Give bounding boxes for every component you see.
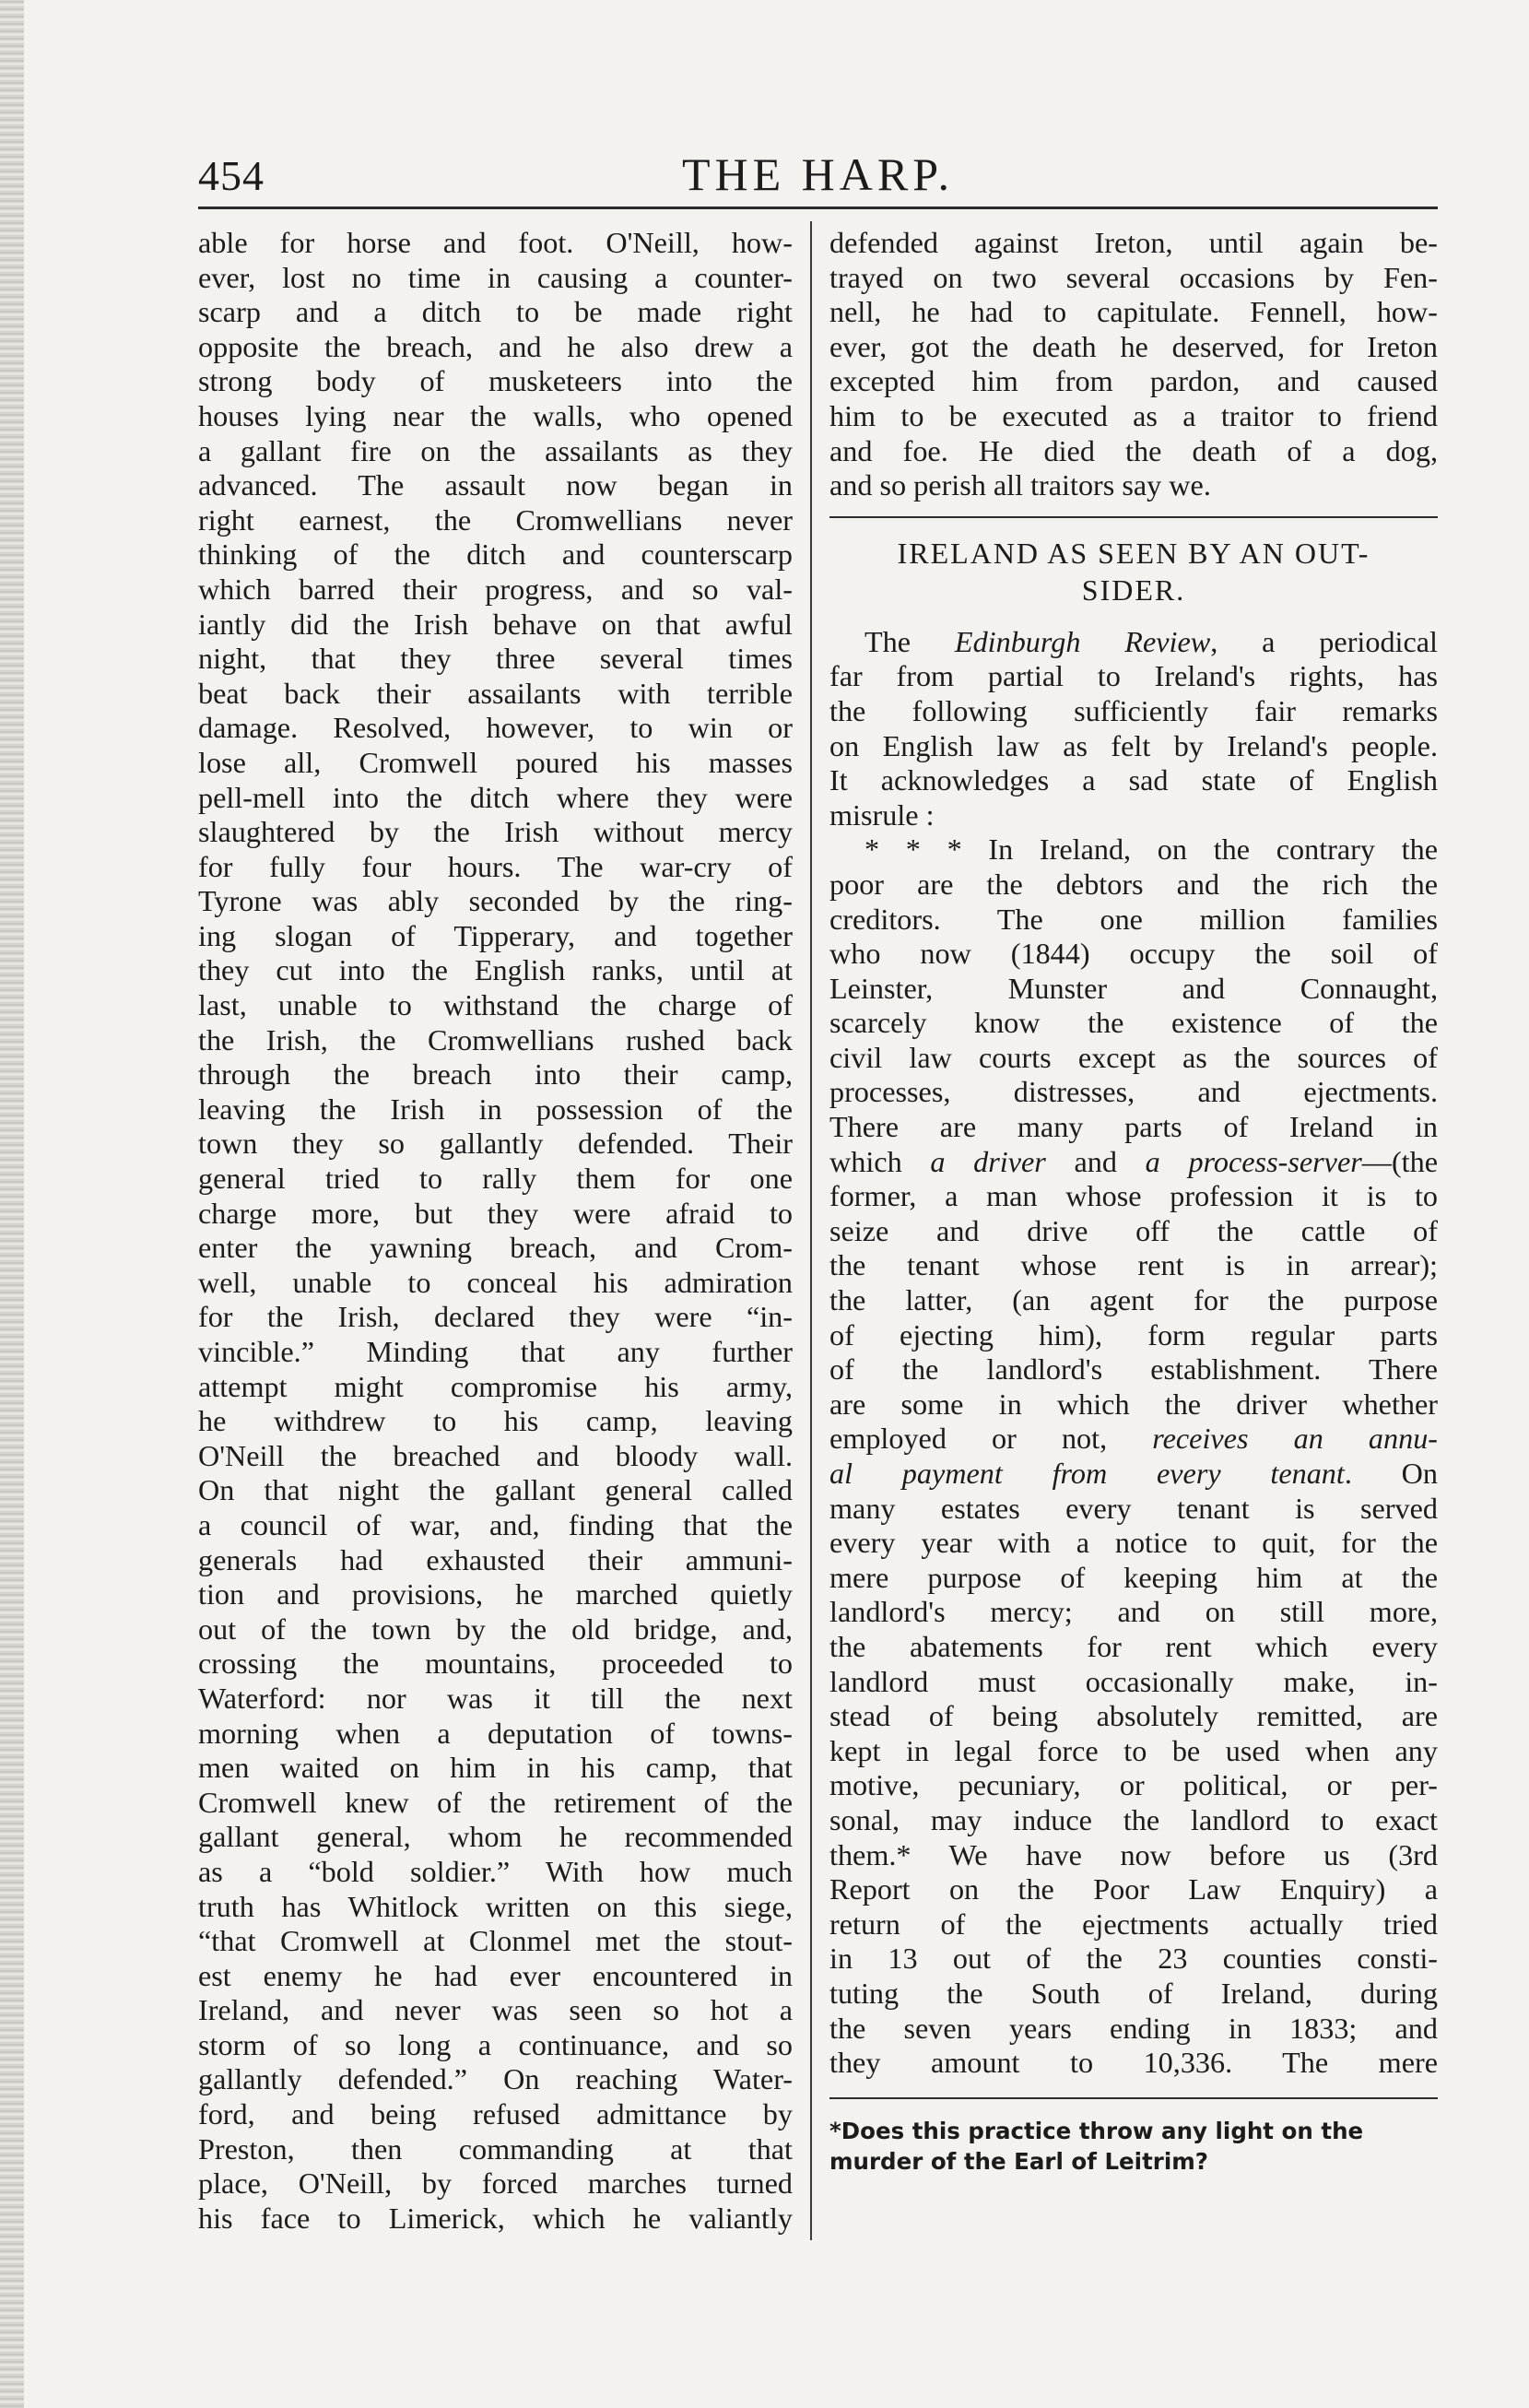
book-spine-edge — [0, 0, 24, 2408]
quote-line: Leinster, Munster and Connaught, — [829, 971, 1438, 1005]
quote-line: kept in legal force to be used when any — [829, 1733, 1438, 1767]
left-column-line: Waterford: nor was it till the next — [198, 1681, 793, 1715]
right-column-line: and so perish all traitors say we. — [829, 468, 1211, 502]
quote-line: former, a man whose profession it is to — [829, 1179, 1438, 1213]
left-column-line: through the breach into their camp, — [198, 1057, 793, 1092]
left-column-line: crossing the mountains, proceeded to — [198, 1647, 793, 1681]
left-column-line: as a “bold soldier.” With how much — [198, 1854, 793, 1888]
left-column-line: scarp and a ditch to be made right — [198, 295, 793, 329]
right-column-line: trayed on two several occasions by Fen- — [829, 260, 1438, 294]
left-column-line: able for horse and foot. O'Neill, how- — [198, 226, 793, 259]
left-column-line: Cromwell knew of the retirement of the — [198, 1785, 793, 1819]
quote-line: them.* We have now before us (3rd — [829, 1837, 1438, 1871]
quote-line: the seven years ending in 1833; and — [829, 2011, 1438, 2045]
continued-text — [829, 226, 1438, 503]
intro-paragraph — [829, 625, 1438, 833]
left-column-line: thinking of the ditch and counterscarp — [198, 537, 793, 572]
left-column-line: a gallant fire on the assailants as they — [198, 433, 793, 467]
left-column-line: night, that they three several times — [198, 642, 793, 676]
left-column-line: out of the town by the old bridge, and, — [198, 1611, 793, 1646]
quote-line: which a driver and a process-server—(the — [829, 1144, 1438, 1178]
left-column-line: storm of so long a continuance, and so — [198, 2027, 793, 2061]
quote-line: of the landlord's establishment. There — [829, 1352, 1438, 1387]
left-column-line: lose all, Cromwell poured his masses — [198, 745, 793, 779]
intro-line: far from partial to Ireland's rights, has — [829, 659, 1438, 693]
column-divider — [810, 221, 812, 2240]
intro-line: the following sufficiently fair remarks — [829, 693, 1438, 727]
left-column-line: a council of war, and, finding that the — [198, 1507, 793, 1541]
quote-line: There are many parts of Ireland in — [829, 1110, 1438, 1144]
left-column-line: he withdrew to his camp, leaving — [198, 1404, 793, 1438]
section-rule-top — [829, 516, 1438, 518]
left-column-line: ever, lost no time in causing a counter- — [198, 260, 793, 294]
quote-line: of ejecting him), form regular parts — [829, 1317, 1438, 1352]
page-number: 454 — [198, 152, 265, 199]
left-column-line: Preston, then commanding at that — [198, 2131, 793, 2166]
quote-line: they amount to 10,336. The mere — [829, 2046, 1438, 2080]
quote-paragraph — [829, 832, 1438, 2080]
quote-line: mere purpose of keeping him at the — [829, 1560, 1438, 1594]
left-column-line: opposite the breach, and he also drew a — [198, 329, 793, 363]
quote-line: the abatements for rent which every — [829, 1629, 1438, 1663]
left-column-line: strong body of musketeers into the — [198, 364, 793, 398]
left-column-line: generals had exhausted their ammuni- — [198, 1542, 793, 1576]
left-column-line: charge more, but they were afraid to — [198, 1196, 793, 1230]
left-column-line: houses lying near the walls, who opened — [198, 398, 793, 432]
quote-line: Report on the Poor Law Enquiry) a — [829, 1872, 1438, 1906]
page-header — [198, 138, 1438, 212]
left-column-line: “that Cromwell at Clonmel met the stout- — [198, 1924, 793, 1958]
quote-line: employed or not, receives an annu- — [829, 1422, 1438, 1456]
left-column-line: well, unable to conceal his admiration — [198, 1265, 793, 1299]
right-column-line: him to be executed as a traitor to friend — [829, 398, 1438, 432]
quote-line: landlord's mercy; and on still more, — [829, 1595, 1438, 1629]
left-column-line: leaving the Irish in possession of the — [198, 1092, 793, 1126]
footnote-line: *Does this practice throw any light on the — [829, 2117, 1364, 2144]
left-column-line: men waited on him in his camp, that — [198, 1751, 793, 1785]
footnote — [829, 2116, 1438, 2177]
left-column-line: truth has Whitlock written on this siege, — [198, 1889, 793, 1923]
running-head: THE HARP. — [681, 148, 955, 200]
left-column-line: gallant general, whom he recommended — [198, 1820, 793, 1854]
left-column-line: attempt might compromise his army, — [198, 1369, 793, 1403]
left-column-line: which barred their progress, and so val- — [198, 572, 793, 606]
quote-line: every year with a notice to quit, for the — [829, 1526, 1438, 1560]
section-title — [829, 535, 1438, 608]
quote-line: in 13 out of the 23 counties consti- — [829, 1942, 1438, 1976]
left-column-line: iantly did the Irish behave on that awful — [198, 607, 793, 641]
left-column-line: morning when a deputation of towns- — [198, 1716, 793, 1750]
left-column-line: advanced. The assault now began in — [198, 468, 793, 502]
quote-line: tuting the South of Ireland, during — [829, 1976, 1438, 2010]
quote-line: the latter, (an agent for the purpose — [829, 1283, 1438, 1317]
left-column-line: town they so gallantly defended. Their — [198, 1127, 793, 1161]
quote-line: creditors. The one million families — [829, 902, 1438, 936]
quote-line: who now (1844) occupy the soil of — [829, 937, 1438, 971]
left-column-line: place, O'Neill, by forced marches turned — [198, 2166, 793, 2201]
right-column-line: defended against Ireton, until again be- — [829, 226, 1438, 259]
quote-line: al payment from every tenant. On — [829, 1457, 1438, 1490]
left-column-line: damage. Resolved, however, to win or — [198, 711, 793, 745]
left-column-line: Tyrone was ably seconded by the ring- — [198, 884, 793, 918]
quote-line: return of the ejectments actually tried — [829, 1906, 1438, 1941]
section-title-line: IRELAND AS SEEN BY AN OUT- — [897, 536, 1370, 570]
quote-line: motive, pecuniary, or political, or per- — [829, 1768, 1438, 1802]
page — [198, 138, 1438, 2369]
quote-line: * * * In Ireland, on the contrary the — [864, 832, 1438, 867]
left-column-line: pell-mell into the ditch where they were — [198, 780, 793, 814]
header-rule — [198, 207, 1438, 209]
quote-line: the tenant whose rent is in arrear); — [829, 1248, 1438, 1282]
right-column-line: and foe. He died the death of a dog, — [829, 433, 1438, 467]
left-column-line: O'Neill the breached and bloody wall. — [198, 1438, 793, 1472]
right-column-line: excepted him from pardon, and caused — [829, 364, 1438, 398]
quote-line: poor are the debtors and the rich the — [829, 867, 1438, 901]
intro-line: The Edinburgh Review, a periodical — [864, 624, 1438, 658]
quote-line: landlord must occasionally make, in- — [829, 1664, 1438, 1698]
right-column — [829, 226, 1438, 2177]
left-column-line: his face to Limerick, which he valiantly — [198, 2201, 793, 2235]
left-column-line: tion and provisions, he marched quietly — [198, 1577, 793, 1611]
right-column-line: nell, he had to capitulate. Fennell, how- — [829, 295, 1438, 329]
section-title-line: SIDER. — [1081, 572, 1186, 607]
left-column-line: slaughtered by the Irish without mercy — [198, 815, 793, 849]
left-column-line: est enemy he had ever encountered in — [198, 1958, 793, 1992]
quote-line: processes, distresses, and ejectments. — [829, 1075, 1438, 1109]
left-column-line: they cut into the English ranks, until at — [198, 953, 793, 987]
left-column — [198, 226, 793, 2236]
quote-line: sonal, may induce the landlord to exact — [829, 1802, 1438, 1836]
left-column-line: general tried to rally them for one — [198, 1162, 793, 1196]
left-column-line: ford, and being refused admittance by — [198, 2097, 793, 2131]
left-column-line: ing slogan of Tipperary, and together — [198, 918, 793, 952]
footnote-line: murder of the Earl of Leitrim? — [829, 2147, 1208, 2175]
left-column-line: enter the yawning breach, and Crom- — [198, 1231, 793, 1265]
left-column-line: gallantly defended.” On reaching Water- — [198, 2062, 793, 2096]
intro-line: on English law as felt by Ireland's people. — [829, 728, 1438, 762]
footnote-rule — [829, 2097, 1438, 2099]
quote-line: civil law courts except as the sources of — [829, 1040, 1438, 1074]
intro-line: It acknowledges a sad state of English — [829, 763, 1438, 797]
quote-line: many estates every tenant is served — [829, 1491, 1438, 1525]
intro-line: misrule : — [829, 797, 935, 832]
left-column-line: for fully four hours. The war-cry of — [198, 849, 793, 883]
left-column-line: the Irish, the Cromwellians rushed back — [198, 1022, 793, 1056]
left-column-line: right earnest, the Cromwellians never — [198, 502, 793, 537]
quote-line: seize and drive off the cattle of — [829, 1213, 1438, 1247]
quote-line: stead of being absolutely remitted, are — [829, 1699, 1438, 1733]
right-column-line: ever, got the death he deserved, for Ireton — [829, 329, 1438, 363]
quote-line: scarcely know the existence of the — [829, 1006, 1438, 1040]
left-column-line: last, unable to withstand the charge of — [198, 988, 793, 1022]
left-column-line: beat back their assailants with terrible — [198, 676, 793, 710]
left-column-line: vincible.” Minding that any further — [198, 1335, 793, 1368]
left-column-line: Ireland, and never was seen so hot a — [198, 1993, 793, 2027]
quote-line: are some in which the driver whether — [829, 1387, 1438, 1421]
left-column-line: for the Irish, declared they were “in- — [198, 1300, 793, 1334]
left-column-line: On that night the gallant general called — [198, 1473, 793, 1507]
